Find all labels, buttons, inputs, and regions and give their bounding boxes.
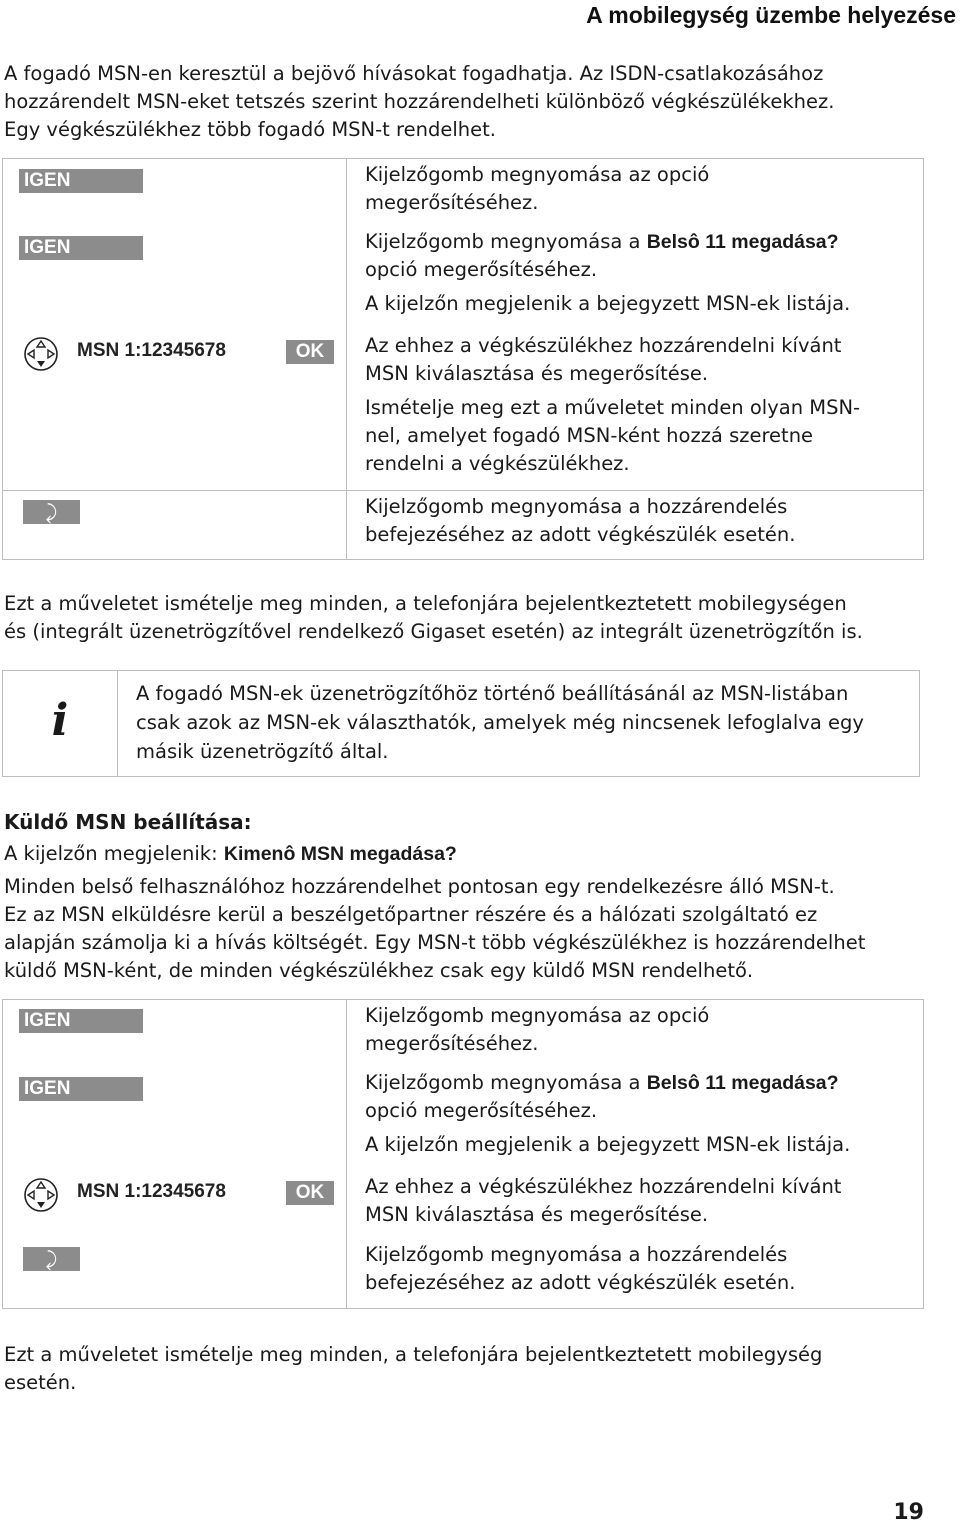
step-row: MSN 1:12345678 OK Az ehhez a végkészülékhez hozzárendelni kívánt MSN kiválasztása és megerősítése. — [3, 1171, 923, 1239]
section-heading: Küldő MSN beállítása: — [4, 810, 252, 834]
running-header: A mobilegység üzembe helyezése — [586, 2, 956, 28]
steps-table-send-msn — [2, 999, 924, 1309]
nav-key-icon — [23, 336, 59, 372]
nav-key-icon — [23, 1177, 59, 1213]
step-row: IGEN Kijelzőgomb megnyomása az opció megerősítéséhez. — [3, 1000, 923, 1067]
display-text: Belsô 11 megadása? — [646, 231, 839, 253]
page-number: 19 — [893, 1500, 924, 1525]
step-row: ⤸ Kijelzőgomb megnyomása a hozzárendelés befejezéséhez az adott végkészülék esetén. — [3, 1239, 923, 1308]
back-arrow-icon: ⤸ — [23, 1247, 80, 1271]
step-row: ⤸ Kijelzőgomb megnyomása a hozzárendelés befejezéséhez az adott végkészülék esetén. — [3, 490, 923, 559]
display-line: A kijelzőn megjelenik: Kimenô MSN megadása? — [4, 842, 457, 865]
softkey-ok: OK — [286, 1181, 334, 1205]
section-body: Minden belső felhasználóhoz hozzárendelhet pontosan egy rendelkezésre álló MSN-t. Ez az MSN elküldésre kerül a beszélgetőpartner részére és a hálózati szolgáltató ez alapján számolja ki a hívás költségét. Egy MSN-t több végkészülékhez is hozzárendelhet küldő MSN-ként, de minden végkészülékhez csak egy küldő MSN rendelhető. — [4, 875, 866, 982]
softkey-yes: IGEN — [19, 236, 143, 260]
step-row: MSN 1:12345678 OK Az ehhez a végkészülékhez hozzárendelni kívánt MSN kiválasztása és megerősítése. Ismételje meg ezt a műveletet minden olyan MSN- nel, amelyet fogadó MSN-ként hozzá szeretne rendelni a végkészülékhez. — [3, 330, 923, 490]
steps-table-receive-msn — [2, 158, 924, 560]
softkey-yes: IGEN — [19, 1009, 143, 1033]
display-text: Belsô 11 megadása? — [646, 1072, 839, 1094]
back-arrow-icon: ⤸ — [23, 500, 80, 524]
softkey-yes: IGEN — [19, 169, 143, 193]
msn-display: MSN 1:12345678 — [77, 1181, 226, 1202]
repeat-paragraph: Ezt a műveletet ismételje meg minden, a telefonjára bejelentkeztetett mobilegységen és (integrált üzenetrögzítővel rendelkező Gigaset esetén) az integrált üzenetrögzítőn is. — [4, 592, 863, 643]
step-row: IGEN Kijelzőgomb megnyomása a Belsô 11 megadása? opció megerősítéséhez. A kijelzőn megjelenik a bejegyzett MSN-ek listája. — [3, 226, 923, 330]
closing-paragraph: Ezt a műveletet ismételje meg minden, a telefonjára bejelentkeztetett mobilegység esetén. — [4, 1343, 823, 1394]
intro-paragraph: A fogadó MSN-en keresztül a bejövő hívásokat fogadhatja. Az ISDN-csatlakozásához hozzárendelt MSN-eket tetszés szerint hozzárendelheti különböző végkészülékekhez. Egy végkészülékhez több fogadó MSN-t rendelhet. — [4, 62, 835, 141]
info-note: i A fogadó MSN-ek üzenetrögzítőhöz történő beállításánál az MSN-listában csak azok az MSN-ek választhatók, amelyek még nincsenek lefoglalva egy másik üzenetrögzítő által. — [2, 670, 920, 777]
step-row: IGEN Kijelzőgomb megnyomása az opció megerősítéséhez. — [3, 159, 923, 226]
msn-display: MSN 1:12345678 — [77, 340, 226, 361]
step-row: IGEN Kijelzőgomb megnyomása a Belsô 11 megadása? opció megerősítéséhez. A kijelzőn megjelenik a bejegyzett MSN-ek listája. — [3, 1067, 923, 1171]
softkey-yes: IGEN — [19, 1077, 143, 1101]
softkey-ok: OK — [286, 340, 334, 364]
info-icon: i — [3, 671, 118, 776]
display-text: Kimenô MSN megadása? — [223, 843, 457, 865]
